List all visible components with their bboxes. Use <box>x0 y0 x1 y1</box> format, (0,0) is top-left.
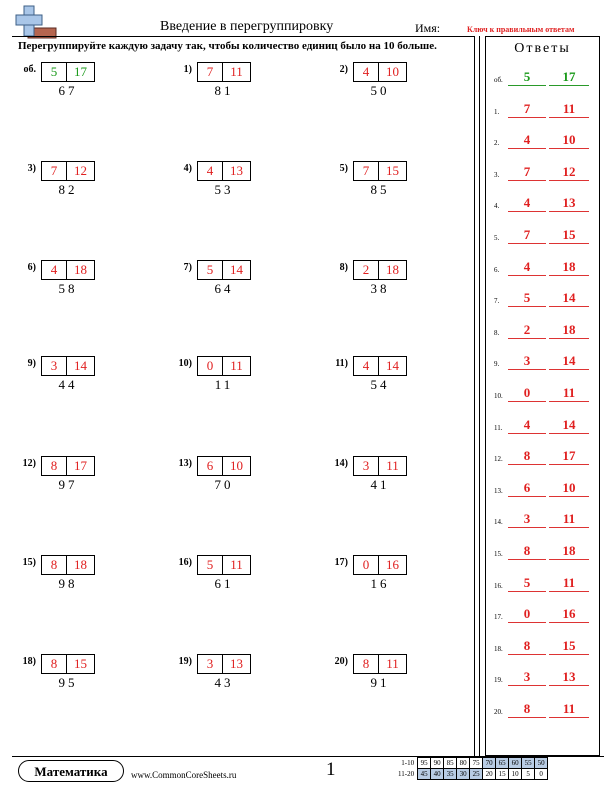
ones-value: 17 <box>74 458 87 473</box>
problem-number: 41 <box>370 477 390 492</box>
answer-row <box>494 666 594 686</box>
answer-tens: 4 <box>508 258 546 276</box>
ones-value: 18 <box>74 262 87 277</box>
problem <box>18 161 138 205</box>
regroup-box <box>41 555 95 575</box>
problem-label: 12) <box>22 458 36 469</box>
problem-number: 11 <box>214 377 234 392</box>
ones-value: 15 <box>386 163 399 178</box>
answer-ones: 18 <box>549 321 589 339</box>
answer-ones: 18 <box>549 258 589 276</box>
ones-value: 10 <box>230 458 243 473</box>
answer-ones: 14 <box>549 416 589 434</box>
problem-number: 54 <box>370 377 390 392</box>
answers-title: Ответы <box>514 41 571 56</box>
problem-number: 91 <box>370 675 390 690</box>
problem <box>174 260 294 304</box>
answer-label: 8. <box>494 328 500 337</box>
problem <box>330 62 450 106</box>
score-cell: 25 <box>470 769 483 780</box>
problem-label: 3) <box>27 163 36 174</box>
answer-key-label: Ключ к правильным ответам <box>467 25 575 34</box>
answer-label: 15. <box>494 550 503 558</box>
problem-label: 2) <box>339 64 348 75</box>
tens-value: 8 <box>42 457 67 475</box>
problem-number: 95 <box>58 675 78 690</box>
answer-label: 3. <box>494 170 500 179</box>
answer-row <box>494 572 594 592</box>
answer-label: 2. <box>494 139 500 148</box>
answer-tens: 4 <box>508 416 546 434</box>
answer-label: 17. <box>494 613 503 622</box>
problem <box>174 356 294 400</box>
tens-value: 5 <box>42 63 67 81</box>
answer-ones: 10 <box>549 479 589 497</box>
answer-ones: 15 <box>549 637 589 655</box>
score-cell: 20 <box>483 769 496 780</box>
tens-value: 3 <box>354 457 379 475</box>
regroup-box <box>41 62 95 82</box>
answer-tens: 2 <box>508 321 546 339</box>
problem-label: 8) <box>339 262 348 273</box>
regroup-box <box>353 555 407 575</box>
answer-ones: 14 <box>549 352 589 370</box>
problem-number: 85 <box>370 182 390 197</box>
problem <box>330 260 450 304</box>
tens-value: 0 <box>198 357 223 375</box>
problem <box>18 356 138 400</box>
instructions: Перегруппируйте каждую задачу так, чтобы количество единиц было на 10 больше. <box>18 40 437 52</box>
answer-tens: 4 <box>508 194 546 212</box>
problem-label: 20) <box>334 656 348 667</box>
problem-label: 13) <box>178 458 192 469</box>
regroup-box <box>197 356 251 376</box>
worksheet-title: Введение в перегруппировку <box>160 19 334 34</box>
answer-ones: 11 <box>549 100 589 118</box>
score-cell: 95 <box>418 758 431 769</box>
tens-value: 6 <box>198 457 223 475</box>
regroup-box <box>41 456 95 476</box>
plus-logo-icon <box>14 4 58 40</box>
answer-row <box>494 256 594 276</box>
answer-ones: 16 <box>549 605 589 623</box>
answer-label: 4. <box>494 202 500 211</box>
brand-badge: Математика <box>18 760 124 782</box>
ones-value: 11 <box>230 358 243 373</box>
answer-label: 9. <box>494 360 500 369</box>
answer-label: 12. <box>494 455 503 464</box>
score-cell: 80 <box>457 758 470 769</box>
tens-value: 7 <box>354 162 379 180</box>
answer-tens: 5 <box>508 289 546 307</box>
score-table <box>397 757 548 780</box>
ones-value: 11 <box>386 656 399 671</box>
problem-number: 38 <box>370 281 390 296</box>
answer-tens: 4 <box>508 131 546 149</box>
answer-row <box>494 414 594 434</box>
regroup-box <box>353 654 407 674</box>
answer-ones: 11 <box>549 384 589 402</box>
answer-label: 11. <box>494 423 503 432</box>
problem <box>18 260 138 304</box>
answer-tens: 8 <box>508 542 546 560</box>
problem <box>18 555 138 599</box>
answer-tens: 8 <box>508 700 546 718</box>
problem-number: 58 <box>58 281 78 296</box>
answer-label: 7. <box>494 297 500 306</box>
problem-number: 81 <box>214 83 234 98</box>
regroup-box <box>197 260 251 280</box>
regroup-box <box>41 260 95 280</box>
answer-row <box>494 635 594 655</box>
tens-value: 5 <box>198 261 223 279</box>
tens-value: 7 <box>42 162 67 180</box>
page-number: 1 <box>326 759 336 780</box>
answer-tens: 3 <box>508 352 546 370</box>
problem-number: 61 <box>214 576 234 591</box>
answer-ones: 17 <box>549 68 589 86</box>
answer-ones: 13 <box>549 194 589 212</box>
answer-row <box>494 540 594 560</box>
answer-row <box>494 350 594 370</box>
tens-value: 2 <box>354 261 379 279</box>
tens-value: 5 <box>198 556 223 574</box>
answer-label: 10. <box>494 392 503 400</box>
answer-row <box>494 192 594 212</box>
answer-tens: 6 <box>508 479 546 497</box>
problem-label: 9) <box>27 358 36 369</box>
answer-label: 5. <box>494 234 500 242</box>
regroup-box <box>353 356 407 376</box>
tens-value: 8 <box>42 655 67 673</box>
answer-ones: 11 <box>549 510 589 528</box>
tens-value: 4 <box>198 162 223 180</box>
answer-ones: 13 <box>549 668 589 686</box>
score-cell: 90 <box>431 758 444 769</box>
answer-row <box>494 603 594 623</box>
score-cell: 45 <box>418 769 431 780</box>
tens-value: 0 <box>354 556 379 574</box>
answer-row <box>494 319 594 339</box>
tens-value: 7 <box>198 63 223 81</box>
score-cell: 5 <box>522 769 535 780</box>
score-cell: 50 <box>535 758 548 769</box>
ones-value: 13 <box>230 163 243 178</box>
answer-tens: 0 <box>508 384 546 402</box>
answer-ones: 15 <box>549 226 589 244</box>
answer-label: об. <box>494 76 503 84</box>
answer-row <box>494 129 594 149</box>
problem-number: 50 <box>370 83 390 98</box>
answer-tens: 3 <box>508 510 546 528</box>
answer-label: 20. <box>494 708 503 716</box>
ones-value: 11 <box>230 64 243 79</box>
score-cell: 75 <box>470 758 483 769</box>
problem <box>330 161 450 205</box>
problem-number: 43 <box>214 675 234 690</box>
ones-value: 11 <box>230 557 243 572</box>
regroup-box <box>41 161 95 181</box>
score-cell: 60 <box>509 758 522 769</box>
problem-label: 15) <box>22 557 36 568</box>
score-cell: 30 <box>457 769 470 780</box>
regroup-box <box>197 62 251 82</box>
answer-row <box>494 161 594 181</box>
answer-tens: 5 <box>508 574 546 592</box>
problem-label: 6) <box>27 262 36 273</box>
answer-tens: 0 <box>508 605 546 623</box>
ones-value: 18 <box>386 262 399 277</box>
score-cell: 65 <box>496 758 509 769</box>
problem <box>174 161 294 205</box>
problem-number: 67 <box>58 83 78 98</box>
problem <box>174 555 294 599</box>
column-divider <box>479 36 480 756</box>
regroup-box <box>353 62 407 82</box>
regroup-box <box>197 456 251 476</box>
answer-row <box>494 698 594 718</box>
problem-label: 1) <box>183 64 192 75</box>
score-cell: 55 <box>522 758 535 769</box>
problem-number: 53 <box>214 182 234 197</box>
tens-value: 4 <box>42 261 67 279</box>
answer-ones: 10 <box>549 131 589 149</box>
answer-label: 1. <box>494 107 500 116</box>
answer-row <box>494 224 594 244</box>
answer-label: 14. <box>494 518 503 527</box>
answer-ones: 17 <box>549 447 589 465</box>
answer-ones: 14 <box>549 289 589 307</box>
answer-label: 18. <box>494 644 503 653</box>
answer-ones: 12 <box>549 163 589 181</box>
score-cell: 0 <box>535 769 548 780</box>
ones-value: 12 <box>74 163 87 178</box>
problem <box>174 456 294 500</box>
answer-label: 19. <box>494 676 503 685</box>
answer-row <box>494 508 594 528</box>
problem-label: 16) <box>178 557 192 568</box>
ones-value: 18 <box>74 557 87 572</box>
problem-number: 97 <box>58 477 78 492</box>
answer-tens: 5 <box>508 68 546 86</box>
problem-label: 17) <box>334 557 348 568</box>
problem <box>174 62 294 106</box>
regroup-box <box>41 654 95 674</box>
answer-ones: 11 <box>549 700 589 718</box>
tens-value: 3 <box>42 357 67 375</box>
ones-value: 14 <box>386 358 399 373</box>
problem-label: 10) <box>178 358 192 369</box>
answer-row <box>494 66 594 86</box>
answer-tens: 3 <box>508 668 546 686</box>
answer-ones: 18 <box>549 542 589 560</box>
regroup-box <box>197 161 251 181</box>
regroup-box <box>353 456 407 476</box>
tens-value: 8 <box>42 556 67 574</box>
problem <box>174 654 294 698</box>
answer-row <box>494 477 594 497</box>
answer-row <box>494 445 594 465</box>
answer-tens: 7 <box>508 226 546 244</box>
problem-label: 5) <box>339 163 348 174</box>
header-divider <box>12 36 474 37</box>
answer-tens: 8 <box>508 447 546 465</box>
ones-value: 14 <box>74 358 87 373</box>
problem-number: 98 <box>58 576 78 591</box>
problem-label: об. <box>23 64 36 75</box>
ones-value: 13 <box>230 656 243 671</box>
regroup-box <box>41 356 95 376</box>
regroup-box <box>353 161 407 181</box>
tens-value: 8 <box>354 655 379 673</box>
answer-tens: 8 <box>508 637 546 655</box>
answer-row <box>494 287 594 307</box>
problem-label: 7) <box>183 262 192 273</box>
tens-value: 4 <box>354 63 379 81</box>
score-cell: 40 <box>431 769 444 780</box>
problem <box>330 555 450 599</box>
answer-row <box>494 382 594 402</box>
answer-label: 16. <box>494 581 503 590</box>
problem-number: 70 <box>214 477 234 492</box>
problem-label: 14) <box>334 458 348 469</box>
ones-value: 17 <box>74 64 87 79</box>
example-problem <box>18 62 138 106</box>
problem-label: 19) <box>178 656 192 667</box>
tens-value: 4 <box>354 357 379 375</box>
score-cell: 10 <box>509 769 522 780</box>
ones-value: 10 <box>386 64 399 79</box>
problem-number: 82 <box>58 182 78 197</box>
ones-value: 16 <box>386 557 399 572</box>
problem-number: 16 <box>370 576 390 591</box>
answer-tens: 7 <box>508 163 546 181</box>
ones-value: 14 <box>230 262 243 277</box>
problem <box>18 456 138 500</box>
problem <box>330 356 450 400</box>
answer-label: 13. <box>494 486 503 495</box>
regroup-box <box>197 654 251 674</box>
problem-label: 18) <box>22 656 36 667</box>
ones-value: 11 <box>386 458 399 473</box>
ones-value: 15 <box>74 656 87 671</box>
answer-tens: 7 <box>508 100 546 118</box>
score-cell: 35 <box>444 769 457 780</box>
regroup-box <box>353 260 407 280</box>
answer-ones: 11 <box>549 574 589 592</box>
column-divider <box>474 36 475 756</box>
problem <box>330 654 450 698</box>
answer-label: 6. <box>494 265 500 274</box>
problem <box>18 654 138 698</box>
problem-label: 11) <box>335 358 348 369</box>
website-link[interactable]: www.CommonCoreSheets.ru <box>131 770 237 780</box>
score-cell: 85 <box>444 758 457 769</box>
score-cell: 15 <box>496 769 509 780</box>
problem-number: 44 <box>58 377 78 392</box>
tens-value: 3 <box>198 655 223 673</box>
problem <box>330 456 450 500</box>
name-label: Имя: <box>415 21 441 35</box>
problem-number: 64 <box>214 281 234 296</box>
score-row <box>397 769 548 780</box>
regroup-box <box>197 555 251 575</box>
score-range: 1-10 <box>401 759 415 767</box>
answer-row <box>494 98 594 118</box>
score-row <box>397 758 548 769</box>
score-cell: 70 <box>483 758 496 769</box>
score-range: 11-20 <box>398 770 415 778</box>
problem-label: 4) <box>183 163 192 174</box>
